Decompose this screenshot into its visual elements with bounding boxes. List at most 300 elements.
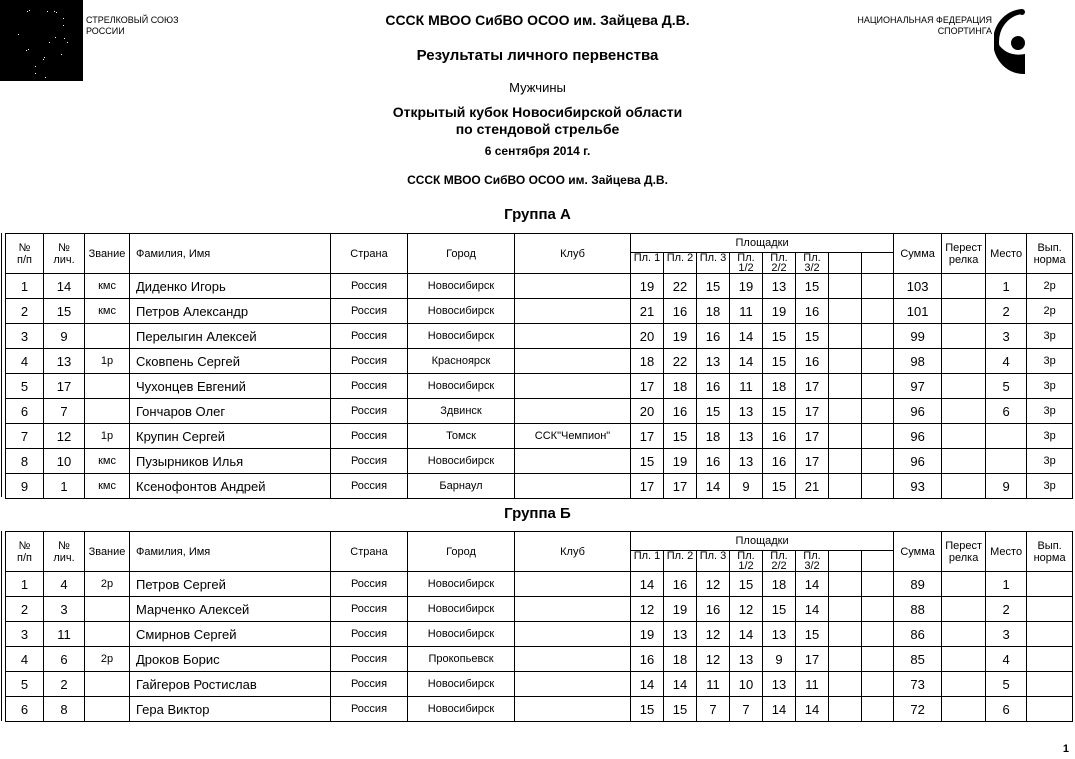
cell-score: 16 xyxy=(697,324,730,349)
cell-place: 4 xyxy=(986,647,1027,672)
cell-score: 19 xyxy=(664,449,697,474)
cell-score: 14 xyxy=(631,572,664,597)
col-header-range xyxy=(829,253,862,274)
cell-place xyxy=(986,424,1027,449)
cell-city: Новосибирск xyxy=(408,449,515,474)
cell-name: Пузырников Илья xyxy=(130,449,331,474)
organizer-heading: ССCК МВОО СибВО ОСОО им. Зайцева Д.В. xyxy=(385,12,690,28)
cell-score: 22 xyxy=(664,349,697,374)
cell-license: 9 xyxy=(44,324,85,349)
logo-star xyxy=(35,73,36,74)
cell-country: Россия xyxy=(331,349,408,374)
cell-club xyxy=(515,647,631,672)
cell-license: 15 xyxy=(44,299,85,324)
col-header-country: Страна xyxy=(331,532,408,572)
cell-club xyxy=(515,299,631,324)
cell-city: Красноярск xyxy=(408,349,515,374)
col-header-club: Клуб xyxy=(515,234,631,274)
col-header-name: Фамилия, Имя xyxy=(130,234,331,274)
cell-license: 1 xyxy=(44,474,85,499)
cell-shootoff xyxy=(942,374,986,399)
cell-score: 14 xyxy=(796,697,829,722)
cell-score xyxy=(829,672,862,697)
cell-sum: 85 xyxy=(894,647,942,672)
cell-score: 16 xyxy=(796,299,829,324)
cell-score: 16 xyxy=(697,374,730,399)
group-b-title: Группа Б xyxy=(504,505,571,522)
cell-score: 7 xyxy=(697,697,730,722)
col-header-sum: Сумма xyxy=(894,234,942,274)
cell-country: Россия xyxy=(331,622,408,647)
cell-shootoff xyxy=(942,274,986,299)
cell-name: Крупин Сергей xyxy=(130,424,331,449)
cell-num: 3 xyxy=(6,324,44,349)
table-row xyxy=(6,299,1073,324)
cell-country: Россия xyxy=(331,474,408,499)
cell-club xyxy=(515,349,631,374)
table-row xyxy=(6,324,1073,349)
cell-score: 13 xyxy=(664,622,697,647)
cell-score xyxy=(862,374,894,399)
cell-score xyxy=(862,424,894,449)
col-header-range: Пл. 2/2 xyxy=(763,253,796,274)
cell-score xyxy=(862,474,894,499)
col-header-range: Пл. 1 xyxy=(631,551,664,572)
org-left-line1: СТРЕЛКОВЫЙ СОЮЗ xyxy=(86,15,179,25)
col-header-num-line2: п/п xyxy=(17,551,32,564)
cell-score xyxy=(862,449,894,474)
cell-score: 12 xyxy=(697,572,730,597)
cell-score xyxy=(829,274,862,299)
cell-num: 1 xyxy=(6,572,44,597)
cell-shootoff xyxy=(942,324,986,349)
cell-score: 16 xyxy=(664,299,697,324)
table-row xyxy=(6,349,1073,374)
col-header-range xyxy=(829,551,862,572)
cell-norm: 3р xyxy=(1027,424,1073,449)
cell-shootoff xyxy=(942,672,986,697)
cell-sum: 96 xyxy=(894,399,942,424)
col-header-norm-line1: Вып. xyxy=(1037,241,1062,254)
cell-city: Здвинск xyxy=(408,399,515,424)
col-header-rank: Звание xyxy=(85,234,130,274)
cell-shootoff xyxy=(942,474,986,499)
cell-rank: 1р xyxy=(85,424,130,449)
cell-license: 14 xyxy=(44,274,85,299)
cell-num: 4 xyxy=(6,647,44,672)
col-header-num xyxy=(6,234,44,274)
cell-score: 14 xyxy=(796,597,829,622)
col-header-license xyxy=(44,234,85,274)
cell-num: 2 xyxy=(6,597,44,622)
logo-star xyxy=(49,42,50,43)
cell-score: 13 xyxy=(730,424,763,449)
cell-shootoff xyxy=(942,622,986,647)
cell-score: 17 xyxy=(796,449,829,474)
cell-license: 11 xyxy=(44,622,85,647)
cell-score: 7 xyxy=(730,697,763,722)
cell-score xyxy=(862,647,894,672)
cell-shootoff xyxy=(942,647,986,672)
cell-norm: 2р xyxy=(1027,274,1073,299)
cell-score xyxy=(862,274,894,299)
cell-rank xyxy=(85,597,130,622)
cell-num: 5 xyxy=(6,374,44,399)
cell-score: 16 xyxy=(664,572,697,597)
col-header-place: Место xyxy=(986,234,1027,274)
cell-club xyxy=(515,449,631,474)
cell-score: 14 xyxy=(730,349,763,374)
cell-score xyxy=(862,324,894,349)
cell-club xyxy=(515,474,631,499)
col-header-sum: Сумма xyxy=(894,532,942,572)
col-header-num xyxy=(6,532,44,572)
cell-score xyxy=(829,647,862,672)
cell-num: 7 xyxy=(6,424,44,449)
cell-place: 9 xyxy=(986,474,1027,499)
group-a-title: Группа А xyxy=(504,206,571,223)
col-header-norm-line2: норма xyxy=(1033,253,1066,266)
cell-norm: 3р xyxy=(1027,349,1073,374)
cell-score: 13 xyxy=(763,274,796,299)
col-header-ranges: Площадки xyxy=(631,532,894,551)
cell-norm: 2р xyxy=(1027,299,1073,324)
cell-name: Петров Сергей xyxy=(130,572,331,597)
cell-num: 3 xyxy=(6,622,44,647)
cell-club: ССК"Чемпион" xyxy=(515,424,631,449)
col-header-city: Город xyxy=(408,532,515,572)
col-header-range xyxy=(862,551,894,572)
col-header-place: Место xyxy=(986,532,1027,572)
cell-city: Прокопьевск xyxy=(408,647,515,672)
cell-license: 6 xyxy=(44,647,85,672)
cell-rank: кмс xyxy=(85,449,130,474)
cell-score: 14 xyxy=(631,672,664,697)
cell-rank: кмс xyxy=(85,299,130,324)
col-header-range: Пл. 3/2 xyxy=(796,253,829,274)
cell-place: 6 xyxy=(986,697,1027,722)
col-header-norm-line2: норма xyxy=(1033,551,1066,564)
cell-place: 5 xyxy=(986,374,1027,399)
col-header-license-line1: № xyxy=(58,241,70,254)
cell-rank: 2р xyxy=(85,572,130,597)
col-header-shootoff-line1: Перест xyxy=(945,241,983,254)
cell-name: Чухонцев Евгений xyxy=(130,374,331,399)
cell-score: 14 xyxy=(763,697,796,722)
table-row xyxy=(6,274,1073,299)
cell-license: 4 xyxy=(44,572,85,597)
cell-sum: 72 xyxy=(894,697,942,722)
cell-score xyxy=(862,622,894,647)
cell-score: 16 xyxy=(697,449,730,474)
cell-license: 2 xyxy=(44,672,85,697)
cell-norm xyxy=(1027,572,1073,597)
cell-city: Томск xyxy=(408,424,515,449)
cell-place: 5 xyxy=(986,672,1027,697)
cell-license: 7 xyxy=(44,399,85,424)
cell-score xyxy=(829,349,862,374)
col-header-shootoff-line2: релка xyxy=(948,551,979,564)
logo-star xyxy=(64,38,65,39)
cell-score: 13 xyxy=(697,349,730,374)
cell-name: Перелыгин Алексей xyxy=(130,324,331,349)
table-row xyxy=(6,672,1073,697)
cell-score: 17 xyxy=(796,424,829,449)
cell-club xyxy=(515,672,631,697)
event-title xyxy=(0,104,1075,138)
cell-sum: 96 xyxy=(894,449,942,474)
cell-score: 10 xyxy=(730,672,763,697)
cell-score: 18 xyxy=(763,374,796,399)
cell-score: 14 xyxy=(796,572,829,597)
cell-norm xyxy=(1027,672,1073,697)
cell-num: 9 xyxy=(6,474,44,499)
cell-club xyxy=(515,274,631,299)
venue-heading: ССCК МВОО СибВО ОСОО им. Зайцева Д.В. xyxy=(407,173,668,187)
col-header-license-line1: № xyxy=(58,539,70,552)
cell-norm: 3р xyxy=(1027,474,1073,499)
cell-rank: 1р xyxy=(85,349,130,374)
cell-rank xyxy=(85,324,130,349)
col-header-shootoff-line1: Перест xyxy=(945,539,983,552)
cell-num: 6 xyxy=(6,399,44,424)
cell-rank xyxy=(85,374,130,399)
cell-score: 12 xyxy=(631,597,664,622)
event-title-line2: по стендовой стрельбе xyxy=(455,121,620,137)
page-number: 1 xyxy=(1062,743,1069,755)
cell-score xyxy=(862,597,894,622)
cell-place: 1 xyxy=(986,572,1027,597)
cell-score: 19 xyxy=(730,274,763,299)
cell-city: Барнаул xyxy=(408,474,515,499)
cell-score: 19 xyxy=(631,274,664,299)
cell-num: 5 xyxy=(6,672,44,697)
cell-name: Сковпень Сергей xyxy=(130,349,331,374)
col-header-club: Клуб xyxy=(515,532,631,572)
cell-club xyxy=(515,697,631,722)
cell-place: 1 xyxy=(986,274,1027,299)
results-table-group-a xyxy=(5,233,1073,499)
cell-country: Россия xyxy=(331,399,408,424)
cell-score: 9 xyxy=(763,647,796,672)
cell-shootoff xyxy=(942,697,986,722)
cell-score: 13 xyxy=(730,449,763,474)
cell-sum: 88 xyxy=(894,597,942,622)
cell-score xyxy=(862,572,894,597)
cell-score: 17 xyxy=(631,374,664,399)
cell-num: 8 xyxy=(6,449,44,474)
cell-city: Новосибирск xyxy=(408,597,515,622)
cell-norm: 3р xyxy=(1027,449,1073,474)
cell-score: 13 xyxy=(763,622,796,647)
cell-norm xyxy=(1027,697,1073,722)
col-header-num-line1: № xyxy=(18,539,31,552)
cell-shootoff xyxy=(942,424,986,449)
logo-star xyxy=(29,10,30,11)
cell-license: 8 xyxy=(44,697,85,722)
cell-score: 12 xyxy=(697,647,730,672)
cell-score: 11 xyxy=(730,374,763,399)
table-row xyxy=(6,374,1073,399)
cell-score: 19 xyxy=(664,597,697,622)
table-row xyxy=(6,572,1073,597)
table-row xyxy=(6,622,1073,647)
cell-name: Дроков Борис xyxy=(130,647,331,672)
col-header-ranges: Площадки xyxy=(631,234,894,253)
cell-score: 12 xyxy=(697,622,730,647)
col-header-range: Пл. 2 xyxy=(664,551,697,572)
logo-star xyxy=(35,66,36,67)
cell-norm: 3р xyxy=(1027,324,1073,349)
cell-num: 4 xyxy=(6,349,44,374)
cell-place: 3 xyxy=(986,324,1027,349)
cell-score: 21 xyxy=(631,299,664,324)
cell-score: 12 xyxy=(730,597,763,622)
cell-score: 19 xyxy=(664,324,697,349)
cell-city: Новосибирск xyxy=(408,697,515,722)
cell-score: 19 xyxy=(763,299,796,324)
org-right-line1: НАЦИОНАЛЬНАЯ ФЕДЕРАЦИЯ xyxy=(857,15,992,25)
table-row xyxy=(6,474,1073,499)
cell-score: 15 xyxy=(631,449,664,474)
cell-score xyxy=(862,299,894,324)
cell-score: 14 xyxy=(730,622,763,647)
cell-country: Россия xyxy=(331,374,408,399)
cell-score xyxy=(862,672,894,697)
cell-score: 18 xyxy=(697,299,730,324)
cell-country: Россия xyxy=(331,424,408,449)
cell-club xyxy=(515,572,631,597)
cell-country: Россия xyxy=(331,597,408,622)
cell-sum: 86 xyxy=(894,622,942,647)
cell-name: Ксенофонтов Андрей xyxy=(130,474,331,499)
cell-score: 15 xyxy=(796,324,829,349)
cell-rank xyxy=(85,672,130,697)
cell-score: 15 xyxy=(763,597,796,622)
cell-norm xyxy=(1027,622,1073,647)
cell-score: 18 xyxy=(631,349,664,374)
cell-place: 4 xyxy=(986,349,1027,374)
cell-rank: кмс xyxy=(85,474,130,499)
cell-shootoff xyxy=(942,299,986,324)
cell-country: Россия xyxy=(331,274,408,299)
cell-score: 15 xyxy=(697,274,730,299)
col-header-country: Страна xyxy=(331,234,408,274)
cell-score: 18 xyxy=(763,572,796,597)
cell-sum: 96 xyxy=(894,424,942,449)
cell-score xyxy=(829,474,862,499)
cell-score: 15 xyxy=(631,697,664,722)
cell-sum: 98 xyxy=(894,349,942,374)
logo-star xyxy=(55,37,56,38)
cell-score: 15 xyxy=(763,324,796,349)
table-row xyxy=(6,449,1073,474)
cell-club xyxy=(515,597,631,622)
cell-score xyxy=(829,374,862,399)
cell-country: Россия xyxy=(331,299,408,324)
cell-shootoff xyxy=(942,399,986,424)
cell-score: 17 xyxy=(631,474,664,499)
col-header-range: Пл. 1/2 xyxy=(730,253,763,274)
cell-name: Марченко Алексей xyxy=(130,597,331,622)
cell-score: 15 xyxy=(763,474,796,499)
cell-score: 16 xyxy=(697,597,730,622)
table-left-border xyxy=(1,233,2,497)
cell-city: Новосибирск xyxy=(408,672,515,697)
table-row xyxy=(6,647,1073,672)
cell-score: 16 xyxy=(763,449,796,474)
cell-score xyxy=(829,399,862,424)
cell-rank xyxy=(85,622,130,647)
col-header-norm-line1: Вып. xyxy=(1037,539,1062,552)
cell-score: 14 xyxy=(730,324,763,349)
cell-norm: 3р xyxy=(1027,374,1073,399)
cell-score xyxy=(829,697,862,722)
event-date: 6 сентября 2014 г. xyxy=(484,144,591,158)
table-row xyxy=(6,697,1073,722)
table-left-border xyxy=(1,531,2,721)
cell-score xyxy=(862,697,894,722)
cell-rank: кмс xyxy=(85,274,130,299)
category-label: Мужчины xyxy=(509,80,566,95)
cell-club xyxy=(515,399,631,424)
cell-score: 18 xyxy=(697,424,730,449)
cell-shootoff xyxy=(942,449,986,474)
cell-place: 3 xyxy=(986,622,1027,647)
event-title-line1: Открытый кубок Новосибирской области xyxy=(392,104,683,120)
cell-country: Россия xyxy=(331,647,408,672)
cell-city: Новосибирск xyxy=(408,274,515,299)
cell-score: 11 xyxy=(697,672,730,697)
cell-country: Россия xyxy=(331,572,408,597)
cell-rank xyxy=(85,399,130,424)
cell-score: 17 xyxy=(664,474,697,499)
cell-name: Гончаров Олег xyxy=(130,399,331,424)
table-row xyxy=(6,424,1073,449)
cell-city: Новосибирск xyxy=(408,374,515,399)
cell-license: 12 xyxy=(44,424,85,449)
cell-sum: 73 xyxy=(894,672,942,697)
cell-score: 14 xyxy=(697,474,730,499)
logo-star xyxy=(67,42,68,43)
logo-star xyxy=(18,34,19,35)
col-header-range: Пл. 3 xyxy=(697,253,730,274)
col-header-license-line2: лич. xyxy=(53,253,75,266)
cell-score: 15 xyxy=(763,349,796,374)
cell-club xyxy=(515,374,631,399)
cell-score: 15 xyxy=(763,399,796,424)
col-header-shootoff xyxy=(942,234,986,274)
cell-score xyxy=(829,622,862,647)
cell-score: 16 xyxy=(664,399,697,424)
cell-shootoff xyxy=(942,597,986,622)
col-header-range: Пл. 1 xyxy=(631,253,664,274)
cell-country: Россия xyxy=(331,324,408,349)
cell-score xyxy=(829,424,862,449)
cell-score xyxy=(829,324,862,349)
col-header-license-line2: лич. xyxy=(53,551,75,564)
col-header-range: Пл. 3/2 xyxy=(796,551,829,572)
cell-score: 20 xyxy=(631,324,664,349)
cell-name: Смирнов Сергей xyxy=(130,622,331,647)
cell-score xyxy=(829,299,862,324)
cell-score: 11 xyxy=(796,672,829,697)
cell-country: Россия xyxy=(331,672,408,697)
cell-score: 20 xyxy=(631,399,664,424)
cell-license: 13 xyxy=(44,349,85,374)
cell-score: 13 xyxy=(730,647,763,672)
cell-score: 11 xyxy=(730,299,763,324)
